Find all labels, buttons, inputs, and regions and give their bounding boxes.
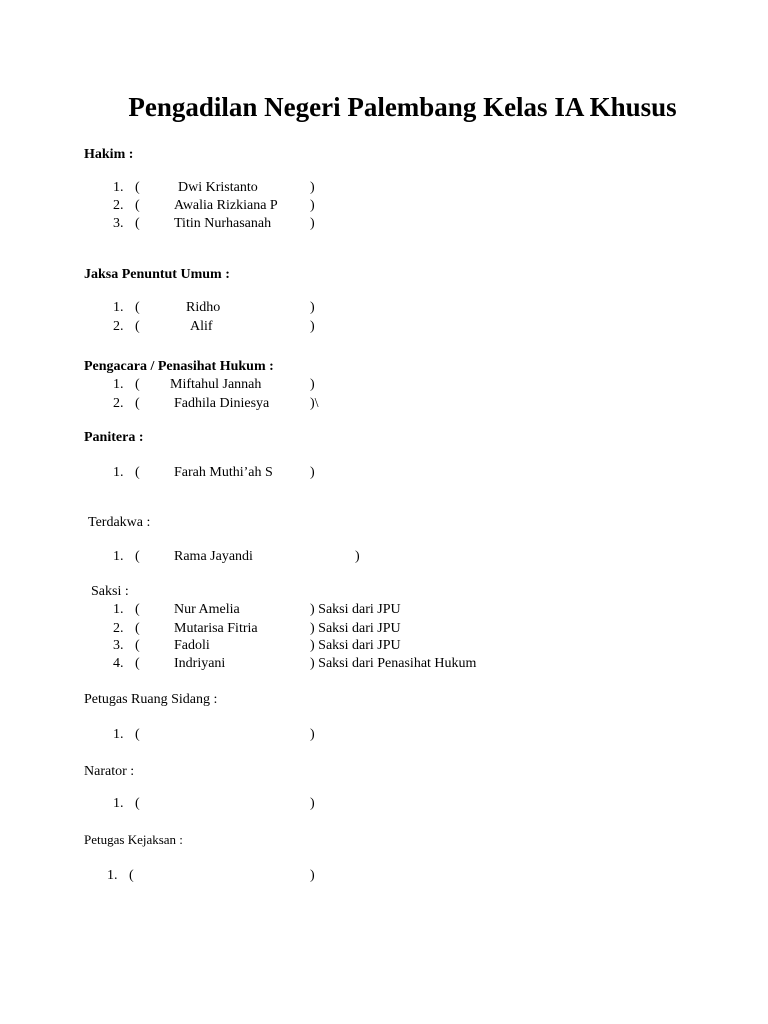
open-paren: (	[135, 602, 140, 617]
list-number: 2.	[113, 621, 124, 636]
close-paren: )	[310, 180, 315, 195]
close-paren: )	[310, 198, 315, 213]
saksi-role: ) Saksi dari JPU	[310, 602, 401, 617]
close-paren: )	[310, 796, 315, 811]
list-number: 1.	[113, 300, 124, 315]
close-paren: )	[310, 465, 315, 480]
list-number: 2.	[113, 319, 124, 334]
close-paren: )	[310, 300, 315, 315]
open-paren: (	[135, 180, 140, 195]
open-paren: (	[135, 396, 140, 411]
section-heading-panitera: Panitera :	[84, 430, 144, 445]
close-paren: )	[310, 216, 315, 231]
list-number: 3.	[113, 216, 124, 231]
list-number: 2.	[113, 198, 124, 213]
open-paren: (	[135, 621, 140, 636]
open-paren: (	[129, 868, 134, 883]
section-heading-petugas-kejaksan: Petugas Kejaksan :	[84, 832, 183, 847]
jaksa-name: Alif	[190, 319, 213, 334]
hakim-name: Dwi Kristanto	[178, 180, 258, 195]
section-heading-petugas-ruang: Petugas Ruang Sidang :	[84, 692, 218, 707]
open-paren: (	[135, 796, 140, 811]
open-paren: (	[135, 198, 140, 213]
close-paren: )	[355, 549, 360, 564]
open-paren: (	[135, 300, 140, 315]
saksi-name: Mutarisa Fitria	[174, 621, 258, 636]
close-paren: )	[310, 377, 315, 392]
pengacara-name: Fadhila Diniesya	[174, 396, 270, 411]
list-number: 1.	[113, 180, 124, 195]
section-heading-jaksa: Jaksa Penuntut Umum :	[84, 267, 230, 282]
open-paren: (	[135, 727, 140, 742]
open-paren: (	[135, 377, 140, 392]
saksi-name: Fadoli	[174, 638, 210, 653]
hakim-name: Titin Nurhasanah	[174, 216, 272, 231]
hakim-name: Awalia Rizkiana P	[174, 198, 278, 213]
close-paren: )	[310, 868, 315, 883]
list-number: 3.	[113, 638, 124, 653]
panitera-name: Farah Muthi’ah S	[174, 465, 273, 480]
document-title: Pengadilan Negeri Palembang Kelas IA Khusus	[128, 92, 677, 122]
saksi-role: ) Saksi dari JPU	[310, 638, 401, 653]
open-paren: (	[135, 549, 140, 564]
list-number: 1.	[113, 602, 124, 617]
saksi-name: Indriyani	[174, 656, 226, 671]
open-paren: (	[135, 656, 140, 671]
section-heading-terdakwa: Terdakwa :	[88, 515, 151, 530]
saksi-name: Nur Amelia	[174, 602, 240, 617]
close-paren: )\	[310, 396, 319, 411]
close-paren: )	[310, 727, 315, 742]
open-paren: (	[135, 216, 140, 231]
open-paren: (	[135, 319, 140, 334]
jaksa-name: Ridho	[186, 300, 221, 315]
section-heading-hakim: Hakim :	[84, 147, 134, 162]
close-paren: )	[310, 319, 315, 334]
list-number: 1.	[113, 465, 124, 480]
list-number: 1.	[113, 549, 124, 564]
saksi-role: ) Saksi dari Penasihat Hukum	[310, 656, 477, 671]
open-paren: (	[135, 638, 140, 653]
list-number: 1.	[113, 377, 124, 392]
list-number: 2.	[113, 396, 124, 411]
pengacara-name: Miftahul Jannah	[170, 377, 262, 392]
list-number: 4.	[113, 656, 124, 671]
list-number: 1.	[107, 868, 118, 883]
list-number: 1.	[113, 796, 124, 811]
open-paren: (	[135, 465, 140, 480]
saksi-role: ) Saksi dari JPU	[310, 621, 401, 636]
section-heading-saksi: Saksi :	[91, 584, 129, 599]
section-heading-narator: Narator :	[84, 764, 135, 779]
section-heading-pengacara: Pengacara / Penasihat Hukum :	[84, 359, 274, 374]
terdakwa-name: Rama Jayandi	[174, 549, 253, 564]
list-number: 1.	[113, 727, 124, 742]
